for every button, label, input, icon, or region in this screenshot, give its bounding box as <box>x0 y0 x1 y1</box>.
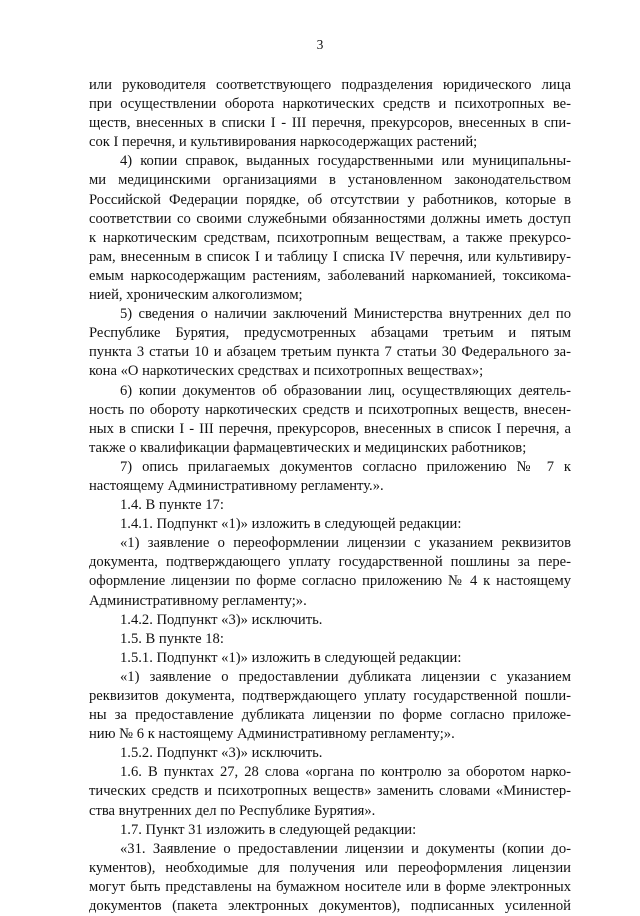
text-line: 4) копии справок, выданных государственными или муниципальны- <box>120 153 571 170</box>
text-line: 1.5. В пункте 18: <box>120 630 224 647</box>
text-line: «1) заявление о переоформлении лицензии с указанием реквизитов <box>120 535 571 552</box>
text-line: 1.6. В пунктах 27, 28 слова «органа по контролю за оборотом нарко- <box>120 764 571 781</box>
text-line: Российской Федерации порядке, об отсутствии у работников, которые в <box>89 191 571 208</box>
text-line: 1.4. В пункте 17: <box>120 497 224 514</box>
text-line: документов (пакета электронных документов), подписанных усиленной <box>89 898 571 915</box>
text-line: ства внутренних дел по Республике Бурятия». <box>89 802 376 819</box>
text-line: ми медицинскими организациями в установленном законодательством <box>89 172 571 189</box>
text-line: 1.7. Пункт 31 изложить в следующей редакции: <box>120 821 417 838</box>
text-line: 7) опись прилагаемых документов согласно приложению № 7 к <box>120 458 571 475</box>
text-line: Республике Бурятия, предусмотренных абзацами третьим и пятым <box>89 325 571 342</box>
text-line: 6) копии документов об образовании лиц, осуществляющих деятель- <box>120 382 571 399</box>
text-line: или руководителя соответствующего подразделения юридического лица <box>89 77 571 93</box>
document-body <box>89 76 571 916</box>
text-line: емым наркосодержащим растениям, заболеваний наркоманией, токсикома- <box>89 267 571 284</box>
text-line: ность по обороту наркотических средств и психотропных веществ, внесен- <box>89 401 571 418</box>
text-line: 1.4.1. Подпункт «1)» изложить в следующей редакции: <box>120 516 462 533</box>
text-line: также о квалификации фармацевтических и медицинских работников; <box>89 439 527 456</box>
text-line: 5) сведения о наличии заключений Министерства внутренних дел по <box>120 306 571 323</box>
text-line: соответствии со своими служебными обязанностями должны иметь доступ <box>89 210 571 227</box>
text-line: 1.5.1. Подпункт «1)» изложить в следующей редакции: <box>120 649 462 666</box>
text-line: ществ, внесенных в списки I - III перечня, прекурсоров, внесенных в спи- <box>89 115 571 132</box>
text-line: кументов), необходимые для получения или переоформления лицензии <box>89 859 571 876</box>
text-line: тических средств и психотропных веществ» заменить словами «Министер- <box>89 783 571 800</box>
text-line: пункта 3 статьи 10 и абзацем третьим пункта 7 статьи 30 Федерального за- <box>89 344 571 361</box>
text-line: сок I перечня, и культивирования наркосодержащих растений; <box>89 134 478 151</box>
text-line: 1.5.2. Подпункт «3)» исключить. <box>120 745 323 762</box>
text-line: нией, хроническим алкоголизмом; <box>89 287 303 304</box>
text-line: при осуществлении оборота наркотических средств и психотропных ве- <box>89 96 571 113</box>
text-line: реквизитов документа, подтверждающего уплату государственной пошли- <box>89 688 571 704</box>
text-line: ных в списки I - III перечня, прекурсоров, внесенных в список I перечня, а <box>89 420 571 437</box>
page-number: 3 <box>316 37 324 52</box>
text-line: к наркотическим средствам, психотропным веществам, а также прекурсо- <box>89 229 571 246</box>
text-line: ны за предоставление дубликата лицензии по форме согласно приложе- <box>89 707 571 724</box>
text-line: 1.4.2. Подпункт «3)» исключить. <box>120 611 323 628</box>
text-line: могут быть представлены на бумажном носителе или в форме электронных <box>89 878 571 895</box>
text-line: настоящему Административному регламенту.». <box>89 477 384 494</box>
text-line: «31. Заявление о предоставлении лицензии и документы (копии до- <box>120 840 571 857</box>
text-line: документа, подтверждающего уплату государственной пошлины за пере- <box>89 554 571 571</box>
text-line: оформление лицензии по форме согласно приложению № 4 к настоящему <box>89 573 571 590</box>
text-line: Административному регламенту;». <box>89 592 307 609</box>
text-line: нию № 6 к настоящему Административному регламенту;». <box>89 726 455 743</box>
text-line: «1) заявление о предоставлении дубликата лицензии с указанием <box>120 668 571 685</box>
text-line: кона «О наркотических средствах и психотропных веществах»; <box>89 363 484 380</box>
text-line: рам, внесенным в список I и таблицу I списка IV перечня, или культивиру- <box>89 248 571 265</box>
